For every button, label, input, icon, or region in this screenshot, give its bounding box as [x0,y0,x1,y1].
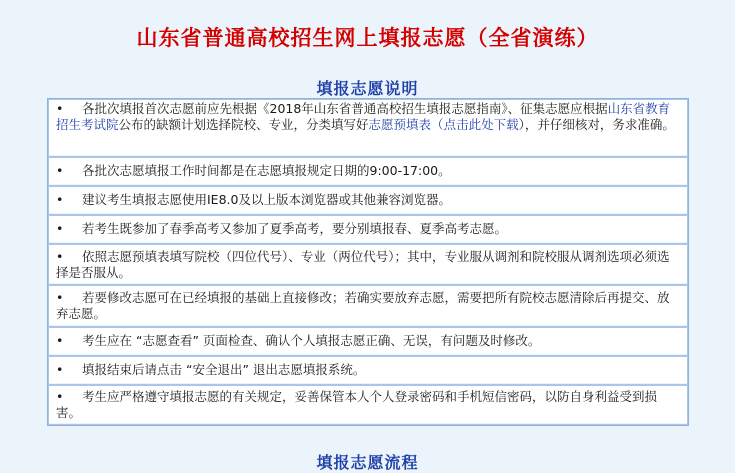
bullet: • [56,389,64,404]
notice-row [48,244,688,285]
notice-text: 各批次志愿填报工作时间都是在志愿填报规定日期的9:00-17:00。 [82,163,451,178]
prefill-form-link[interactable]: 志愿预填表 [368,117,432,132]
notice-text: 填报结束后请点击 “安全退出” 退出志愿填报系统。 [82,362,366,377]
download-link[interactable]: 点击此处下载 [443,117,519,132]
notice-row [48,356,688,385]
notice-row [48,327,688,356]
notice-row [48,215,688,244]
notice-row [48,285,688,327]
paren-open: （ [431,117,444,132]
bullet: • [56,221,64,236]
bullet: • [56,101,64,116]
notice-row [48,99,688,157]
bullet: • [56,249,64,264]
notice-text: 考生应在 “志愿查看” 页面检查、确认个人填报志愿正确、无误，有问题及时修改。 [82,333,541,348]
notice-text: 若要修改志愿可在已经填报的基础上直接修改；若确实要放弃志愿，需要把所有院校志愿清除后再提交、放弃志愿。 [56,290,670,321]
bullet: • [56,192,64,207]
bullet: • [56,333,64,348]
notice-text: ），并仔细核对，务求准确。 [518,117,675,132]
next-section-title: 填报志愿流程 [316,453,419,472]
notice-text: 依照志愿预填表填写院校（四位代号）、专业（两位代号）；其中，专业服从调剂和院校服从调剂选项必须选择是否服从。 [56,249,670,280]
notice-text: 各批次填报首次志愿前应先根据《2018年山东省普通高校招生填报志愿指南》、征集志愿应根据 [82,101,608,116]
bullet: • [56,163,64,178]
bullet: • [56,362,64,377]
notice-text: 若考生既参加了春季高考又参加了夏季高考，要分别填报春、夏季高考志愿。 [82,221,508,236]
page-title: 山东省普通高校招生网上填报志愿（全省演练） [136,25,599,50]
section-title: 填报志愿说明 [316,79,419,98]
notice-text: 建议考生填报志愿使用IE8.0及以上版本浏览器或其他兼容浏览器。 [82,192,451,207]
exam-institute-link[interactable]: 山东省教育招生考试院 [56,101,671,132]
bullet: • [56,290,64,305]
notice-row [48,186,688,215]
notice-text: 考生应严格遵守填报志愿的有关规定，妥善保管本人个人登录密码和手机短信密码，以防自身利益受到损害。 [56,389,658,420]
notice-text: 公布的缺额计划选择院校、专业，分类填写好 [118,117,369,132]
notice-table [47,98,689,426]
notice-row [48,157,688,186]
notice-row [48,385,688,425]
